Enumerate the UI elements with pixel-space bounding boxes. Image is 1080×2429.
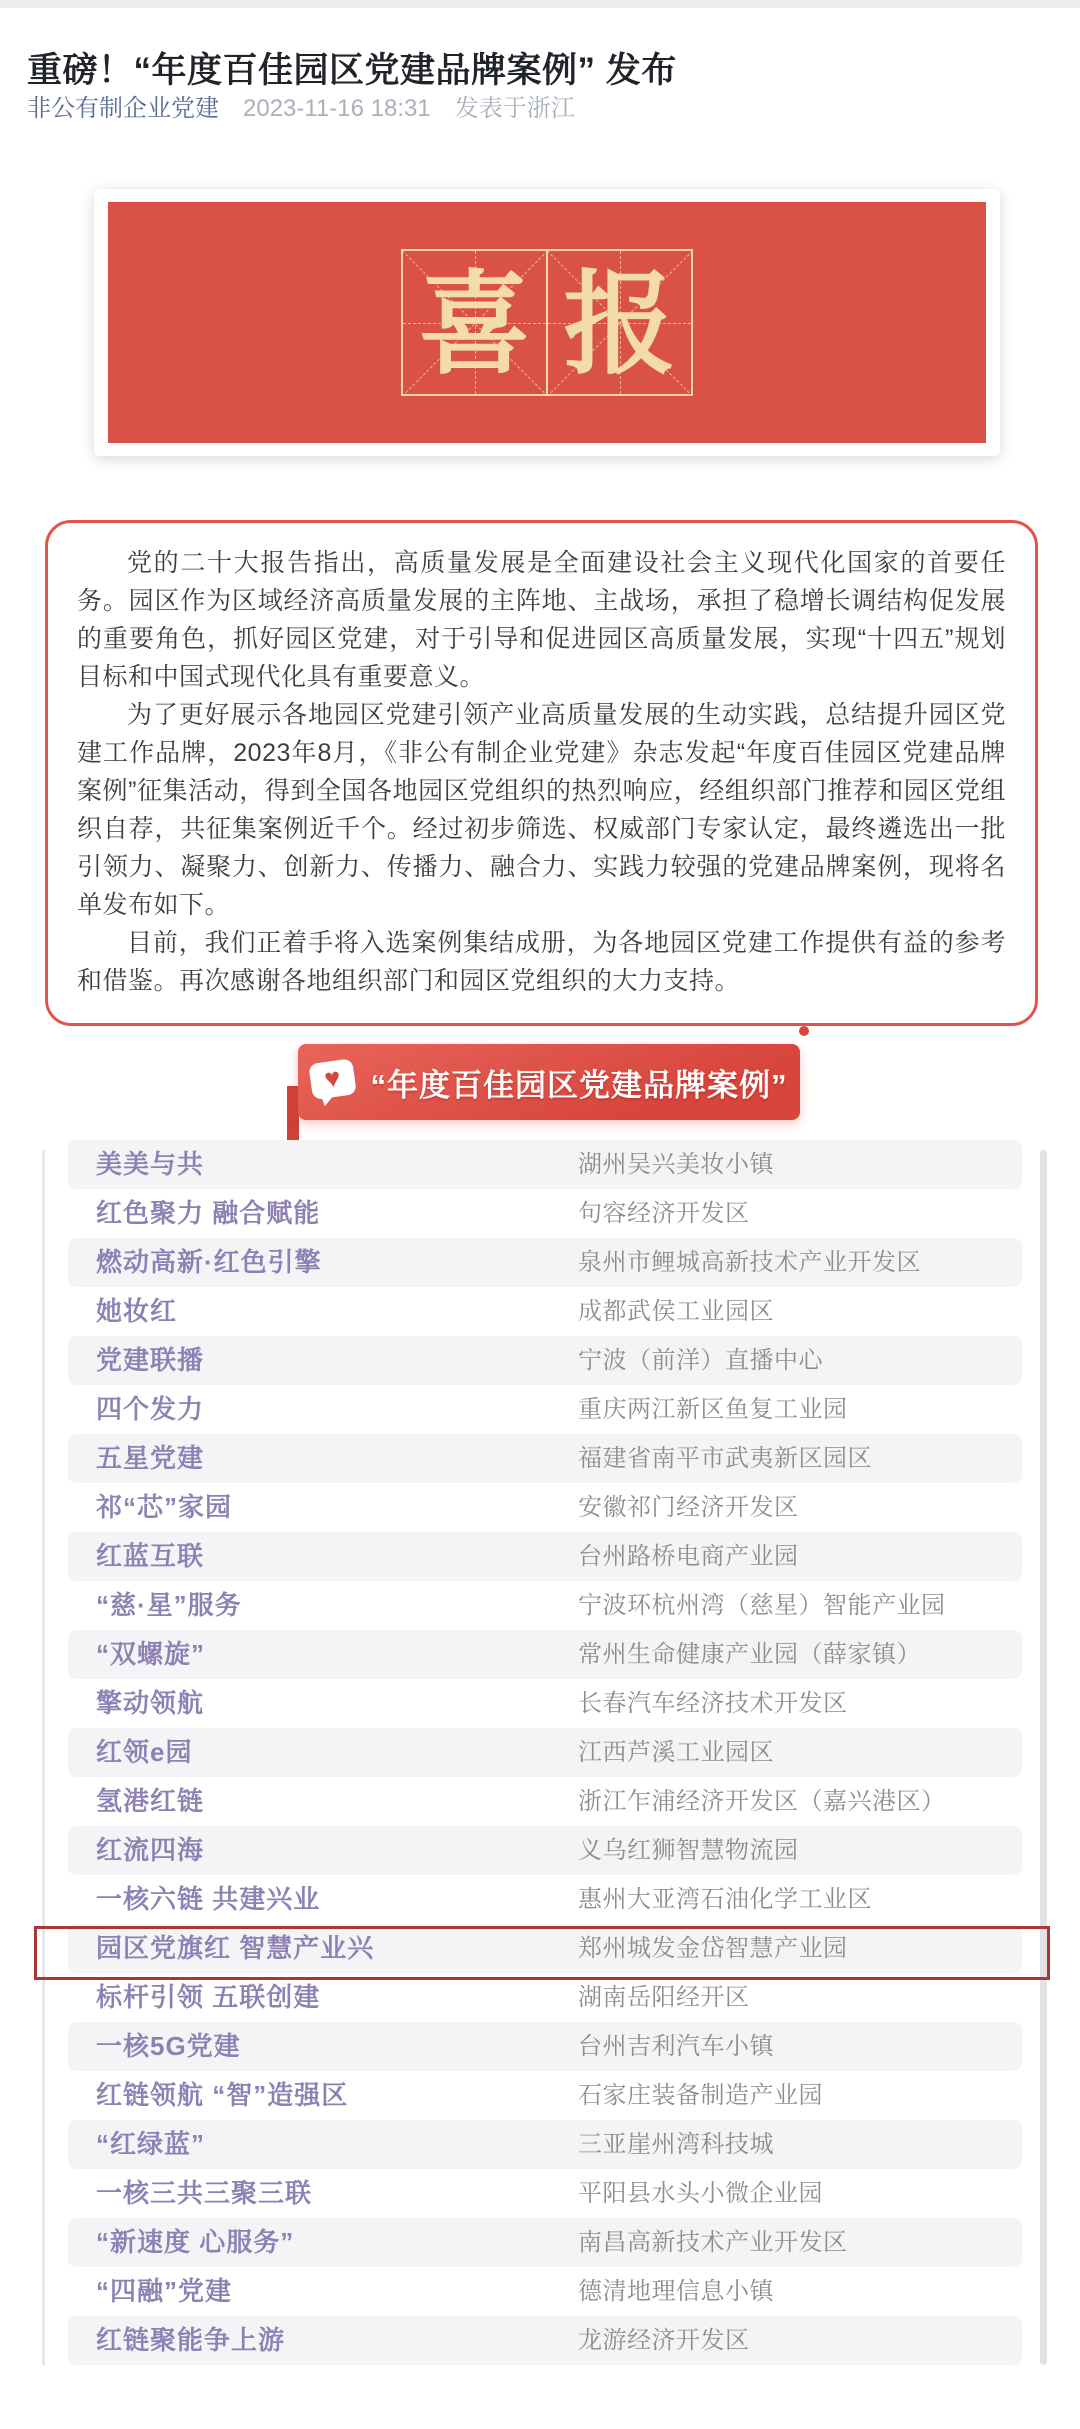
table-row: [0, 1434, 1080, 1483]
row-stripe: [68, 1826, 1022, 1875]
park-cell: 宁波（前洋）直播中心: [578, 1347, 823, 1374]
banner-character: 喜: [418, 262, 531, 387]
brand-cell: 红蓝互联: [96, 1541, 205, 1571]
intro-text-box: [45, 520, 1038, 1026]
byline: [27, 88, 575, 123]
park-cell: 长春汽车经济技术开发区: [578, 1690, 848, 1717]
table-scrollbar[interactable]: [1040, 1150, 1047, 2365]
brand-cell: 祁“芯”家园: [96, 1492, 233, 1522]
brand-cell: 红领e园: [96, 1737, 193, 1767]
row-stripe: [68, 2120, 1022, 2169]
brand-cell: 美美与共: [96, 1149, 205, 1179]
park-cell: 龙游经济开发区: [578, 2327, 750, 2354]
page-title: 重磅！“年度百佳园区党建品牌案例” 发布: [27, 51, 677, 91]
brand-cell: “四融”党建: [96, 2276, 233, 2306]
table-row: [0, 1777, 1080, 1826]
brand-cell: 红链聚能争上游: [96, 2325, 286, 2355]
table-row: [0, 1581, 1080, 1630]
brand-cell: 党建联播: [96, 1345, 205, 1375]
brand-cell: 标杆引领 五联创建: [96, 1982, 321, 2012]
row-stripe: [68, 1385, 1022, 1434]
park-cell: 德清地理信息小镇: [578, 2278, 774, 2305]
highlight-frame: [34, 1926, 1050, 1980]
section-header-ribbon: [298, 1044, 800, 1120]
brand-cell: “新速度 心服务”: [96, 2227, 295, 2257]
table-left-border: [42, 1150, 45, 2365]
table-row: [0, 1189, 1080, 1238]
park-cell: 江西芦溪工业园区: [578, 1739, 774, 1766]
park-cell: 重庆两江新区鱼复工业园: [578, 1396, 848, 1423]
park-cell: 安徽祁门经济开发区: [578, 1494, 799, 1521]
table-row: [0, 2120, 1080, 2169]
brand-cell: 四个发力: [96, 1394, 205, 1424]
row-stripe: [68, 1140, 1022, 1189]
heart-badge-icon: ♥: [308, 1058, 359, 1106]
calligraphy-cell: [546, 249, 693, 396]
row-stripe: [68, 1532, 1022, 1581]
park-cell: 湖南岳阳经开区: [578, 1984, 750, 2011]
table-row: [0, 2218, 1080, 2267]
intro-paragraph: 为了更好展示各地园区党建引领产业高质量发展的生动实践，总结提升园区党建工作品牌，2023年8月，《非公有制企业党建》杂志发起“年度百佳园区党建品牌案例”征集活动，得到全国各地园区党组织的热烈响应，经组织部门推荐和园区党组织自荐，共征集案例近千个。经过初步筛选、权威部门专家认定，最终遴选出一批引领力、凝聚力、创新力、传播力、融合力、实践力较强的党建品牌案例，现将名单发布如下。: [77, 701, 1006, 919]
intro-paragraph: 目前，我们正着手将入选案例集结成册，为各地园区党建工作提供有益的参考和借鉴。再次感谢各地组织部门和园区党组织的大力支持。: [77, 929, 1006, 995]
table-row: [0, 2071, 1080, 2120]
banner-character: 报: [563, 262, 676, 387]
table-row: [0, 1385, 1080, 1434]
row-stripe: [68, 1728, 1022, 1777]
table-row: [0, 2267, 1080, 2316]
table-row: [0, 1336, 1080, 1385]
calligraphy-cell: [401, 249, 548, 396]
park-cell: 句容经济开发区: [578, 1200, 750, 1227]
park-cell: 宁波环杭州湾（慈星）智能产业园: [578, 1592, 946, 1619]
table-row: [0, 1826, 1080, 1875]
park-cell: 台州路桥电商产业园: [578, 1543, 799, 1570]
row-stripe: [68, 1434, 1022, 1483]
park-cell: 南昌高新技术产业开发区: [578, 2229, 848, 2256]
park-cell: 泉州市鲤城高新技术产业开发区: [578, 1249, 921, 1276]
publish-location: 发表于浙江: [454, 95, 575, 122]
brand-cell: 红链领航 “智”造强区: [96, 2080, 349, 2110]
park-cell: 三亚崖州湾科技城: [578, 2131, 774, 2158]
brand-cell: 一核5G党建: [96, 2031, 241, 2061]
brand-cell: 园区党旗红 智慧产业兴: [96, 1933, 375, 1963]
table-row: [0, 2022, 1080, 2071]
table-row: [0, 1973, 1080, 2022]
park-cell: 台州吉利汽车小镇: [578, 2033, 774, 2060]
park-cell: 浙江乍浦经济开发区（嘉兴港区）: [578, 1788, 946, 1815]
table-row: [0, 1679, 1080, 1728]
publish-datetime: 2023-11-16 18:31: [243, 95, 431, 122]
park-cell: 福建省南平市武夷新区园区: [578, 1445, 872, 1472]
table-row: [0, 1630, 1080, 1679]
row-stripe: [68, 1336, 1022, 1385]
calligraphy-grid: [401, 249, 693, 396]
park-cell: 平阳县水头小微企业园: [578, 2180, 823, 2207]
brand-cell: 一核三共三聚三联: [96, 2178, 313, 2208]
account-link[interactable]: 非公有制企业党建: [27, 95, 219, 122]
park-cell: 成都武侯工业园区: [578, 1298, 774, 1325]
table-row: [0, 1924, 1080, 1973]
park-cell: 石家庄装备制造产业园: [578, 2082, 823, 2109]
brand-cell: 红流四海: [96, 1835, 205, 1865]
park-cell: 惠州大亚湾石油化学工业区: [578, 1886, 872, 1913]
top-edge-strip: [0, 0, 1080, 8]
park-cell: 郑州城发金岱智慧产业园: [578, 1935, 848, 1962]
brand-cell: 五星党建: [96, 1443, 205, 1473]
park-cell: 义乌红狮智慧物流园: [578, 1837, 799, 1864]
brand-table: [0, 1140, 1080, 2365]
brand-cell: 她妆红: [96, 1296, 178, 1326]
table-row: [0, 1140, 1080, 1189]
park-cell: 常州生命健康产业园（薛家镇）: [578, 1641, 921, 1668]
brand-cell: 擎动领航: [96, 1688, 205, 1718]
park-cell: 湖州吴兴美妆小镇: [578, 1151, 774, 1178]
section-title: “年度百佳园区党建品牌案例”: [370, 1067, 788, 1103]
table-row: [0, 1287, 1080, 1336]
table-row: [0, 2316, 1080, 2365]
intro-paragraph: 党的二十大报告指出，高质量发展是全面建设社会主义现代化国家的首要任务。园区作为区域经济高质量发展的主阵地、主战场，承担了稳增长调结构促发展的重要角色，抓好园区党建，对于引导和促进园区高质量发展，实现“十四五”规划目标和中国式现代化具有重要意义。: [77, 549, 1006, 691]
table-row: [0, 1483, 1080, 1532]
brand-cell: 燃动高新·红色引擎: [96, 1247, 322, 1277]
brand-cell: 一核六链 共建兴业: [96, 1884, 321, 1914]
brand-cell: 红色聚力 融合赋能: [96, 1198, 321, 1228]
table-row: [0, 2169, 1080, 2218]
ribbon-dot: [799, 1026, 809, 1036]
table-row: [0, 1728, 1080, 1777]
table-row: [0, 1238, 1080, 1287]
brand-cell: “红绿蓝”: [96, 2129, 206, 2159]
row-stripe: [68, 1287, 1022, 1336]
brand-cell: 氢港红链: [96, 1786, 205, 1816]
row-stripe: [68, 1679, 1022, 1728]
table-row: [0, 1875, 1080, 1924]
brand-cell: “慈·星”服务: [96, 1590, 242, 1620]
good-news-banner-image[interactable]: [94, 189, 1000, 456]
brand-cell: “双螺旋”: [96, 1639, 206, 1669]
banner-red-background: [108, 202, 986, 443]
table-row: [0, 1532, 1080, 1581]
